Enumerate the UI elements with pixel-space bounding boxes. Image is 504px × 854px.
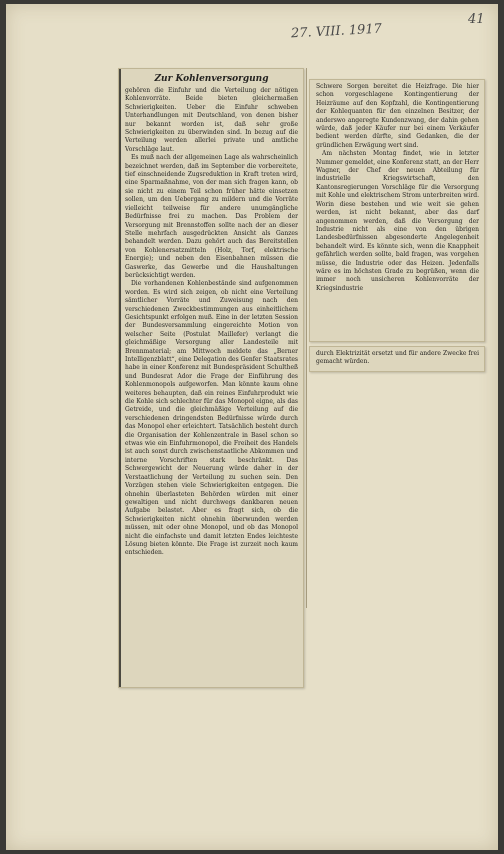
paragraph: durch Elektrizität ersetzt und für andere Zwecke frei gemacht würden.	[316, 350, 479, 366]
clipping-right-column	[309, 79, 485, 342]
article-headline: Zur Kohlenversorgung	[154, 74, 269, 84]
clipping-continuation	[309, 346, 485, 372]
paragraph: gehören die Einfuhr und die Verteilung der nötigen Kohlenvorräte. Beide bieten gleichermaßen Schwierigkeiten. Ueber die Einfuhr schweben Unterhandlungen mit Deutschland, von denen bisher nur bekannt worden ist, daß sehr große Schwierigkeiten zu überwinden sind. In bezug auf die Verteilung werden allerlei private und amtliche Vorschläge laut.	[125, 87, 298, 153]
archive-number: 41	[468, 12, 485, 27]
paragraph: Am nächsten Montag findet, wie in letzter Nummer gemeldet, eine Konferenz statt, an der Herr Wagner, der Chef der neuen Abteilung für industrielle Kriegswirtschaft, den Kantonsregierungen Vorschläge für die Versorgung mit Kohle und elektrischem Strom unterbreiten wird. Worin diese bestehen und wie weit sie gehen werden, ist nicht bekannt, aber das darf angenommen werden, daß die Versorgung der Industrie nicht als eine von den übrigen Landesbedürfnissen abgesonderte Angelegenheit behandelt wird. Es könnte sich, wenn die Knappheit gefährlich werden sollte, bald fragen, was vorgehen müsse, die Industrie oder das Heizen. Jedenfalls wäre es im höchsten Grade zu begrüßen, wenn die immer noch unsicheren Kohlenvorräte der Kriegsindustrie	[316, 150, 479, 292]
column-divider	[306, 68, 307, 608]
paragraph: Schwere Sorgen bereitet die Heizfrage. Die hier schon vorgeschlagene Kontingentierung der Heizräume auf den Kopfzahl, die Kontingentierung der Kohlequanten für den einzelnen Besitzer, der anderswo angeregte Kundenzwang, der dahin gehen würde, daß jeder Käufer nur bei einem Verkäufer bedient werden dürfte, sind Gedanken, die der gründlichen Erwägung wert sind.	[316, 83, 479, 149]
handwritten-date: 27. VIII. 1917	[290, 21, 383, 42]
paragraph: Es muß nach der allgemeinen Lage als wahrscheinlich bezeichnet werden, daß im September die vorbereitete, tief einschneidende Zugsreduktion in Kraft treten wird, eine Sparmaßnahme, von der man sich fragen kann, ob sie nicht zu einem Teil schon früher hätte einsetzen sollen, um den Uebergang zu mildern und die Vorräte vielleicht teilweise für andere unumgängliche Bedürfnisse frei zu machen. Das Problem der Versorgung mit Brennstoffen sollte nach der an dieser Stelle mehrfach ausgedrückten Ansicht als Ganzes behandelt werden. Dazu gehört auch das Bereitstellen von Kohlenersatzmitteln (Holz, Torf, elektrische Energie); und neben den Eisenbahnen müssen die Gaswerke, das Gewerbe und die Haushaltungen berücksichtigt werden.	[125, 154, 298, 279]
clipping-left-column	[118, 68, 304, 688]
paragraph: Die vorhandenen Kohlenbestände sind aufgenommen worden. Es wird sich zeigen, ob nicht eine Verteilung sämtlicher Vorräte und Zuweisung nach den verschiedenen Zweckbestimmungen aus einheitlichem Gesichtspunkt erfolgen muß. Eine in der letzten Session der Bundesversammlung eingereichte Motion von welscher Seite (Postulat Maillefer) verlangt die gleichmäßige Versorgung aller Landesteile mit Brennmaterial; am Mittwoch meldete das „Berner Intelligenzblatt“, eine Delegation des Genfer Staatsrates habe in einer Konferenz mit Bundespräsident Schultheß und Bundesrat Ador die Frage der Einführung des Kohlenmonopols aufgeworfen. Man könnte kaum ohne weiteres behaupten, daß ein reines Einfuhrprodukt wie die Kohle sich schlechter für das Monopol eigne, als das Getreide, und die gleichmäßige Verteilung auf die verschiedenen dringendsten Bedürfnisse würde durch das Monopol eher erleichtert. Tatsächlich besteht durch die Organisation der Kohlenzentrale in Basel schon so etwas wie ein Einfuhrmonopol, die Freiheit des Handels ist auch sonst durch zwischenstaatliche Abkommen und interne Vorschriften stark beschränkt. Das Schwergewicht der Neuerung würde daher in der Verstaatlichung der Verteilung zu suchen sein. Den Vorzügen stehen viele Schwierigkeiten entgegen. Die ohnehin überlasteten Behörden würden mit einer gewaltigen und nicht durchwegs dankbaren neuen Aufgabe belastet. Aber es fragt sich, ob die Schwierigkeiten nicht ohnehin überwunden werden müssen, mit oder ohne Monopol, und ob das Monopol nicht die einfachste und damit letzten Endes leichteste Lösung bieten könnte. Die Frage ist zurzeit noch kaum entschieden.	[125, 280, 298, 557]
